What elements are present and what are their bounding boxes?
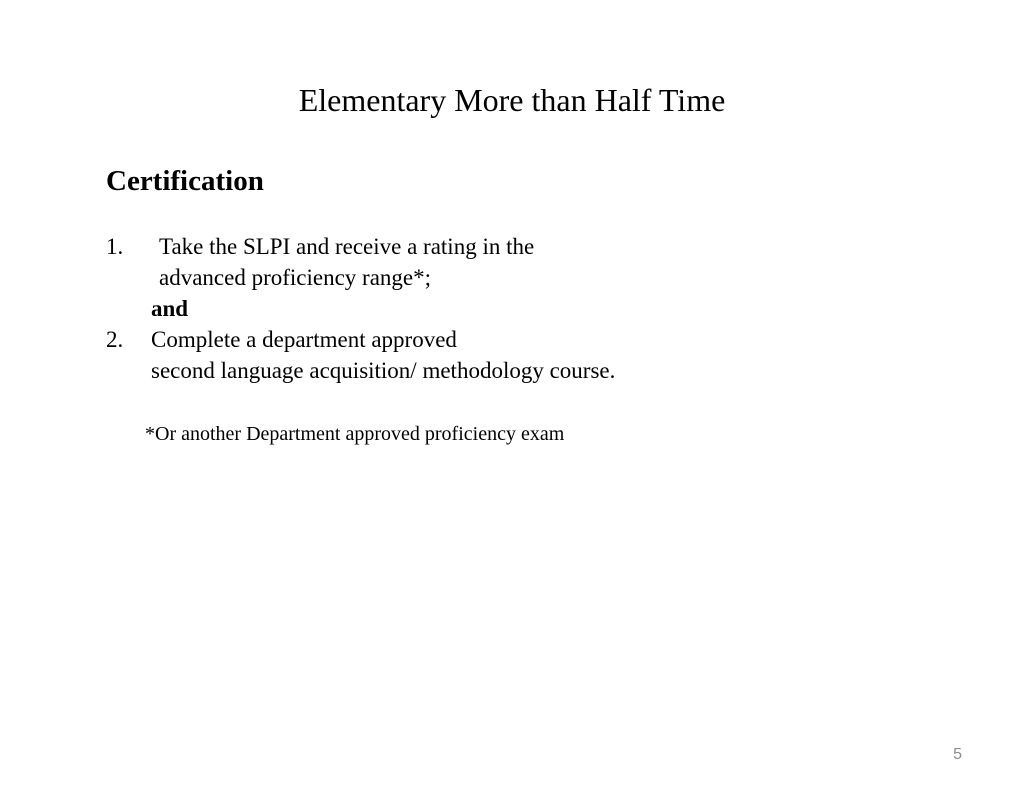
list-item-number: 2. xyxy=(106,327,124,352)
list-item-text: second language acquisition/ methodology course. xyxy=(151,358,616,383)
page-number: 5 xyxy=(953,746,962,763)
footnote: *Or another Department approved proficiency exam xyxy=(145,423,565,445)
slide-title: Elementary More than Half Time xyxy=(298,82,726,118)
section-heading: Certification xyxy=(106,165,264,197)
list-item-text: Take the SLPI and receive a rating in the xyxy=(159,234,535,259)
list-item-number: 1. xyxy=(106,234,124,259)
list-item-text: Complete a department approved xyxy=(151,327,457,352)
connector-word: and xyxy=(151,296,189,321)
list-item-text: advanced proficiency range*; xyxy=(159,265,432,290)
